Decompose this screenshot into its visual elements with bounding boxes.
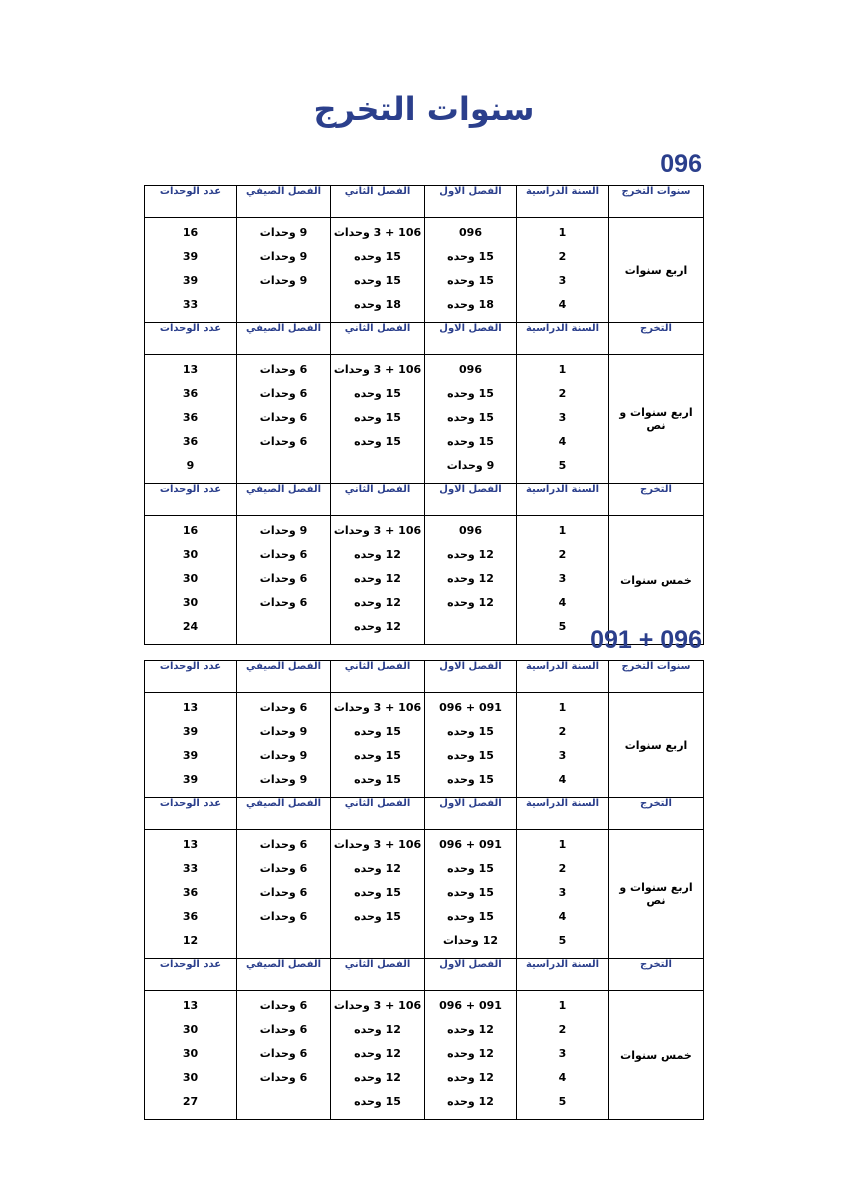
first-semester-column <box>425 355 517 484</box>
units-cell: 36 <box>182 387 199 400</box>
second-semester-cell: 12 وحده <box>354 1023 401 1036</box>
first-semester-cell: 15 وحده <box>447 435 494 448</box>
data-row <box>145 355 704 484</box>
second-semester-column <box>331 693 425 798</box>
header-summer-semester: الفصل الصيفي <box>237 323 331 355</box>
units-cell: 16 <box>182 226 199 239</box>
second-semester-cell: 12 وحده <box>354 862 401 875</box>
summer-semester-cell <box>237 615 330 639</box>
first-semester-cell: 15 وحده <box>447 749 494 762</box>
second-semester-cell: 106 + 3 وحدات <box>333 999 422 1012</box>
summer-semester-cell: 6 وحدات <box>259 548 308 561</box>
page-title: سنوات التخرج <box>313 90 535 128</box>
header-row <box>145 186 704 218</box>
first-semester-cell: 15 وحده <box>447 411 494 424</box>
second-semester-cell: 12 وحده <box>354 572 401 585</box>
units-cell: 36 <box>182 435 199 448</box>
first-semester-cell: 091 + 096 <box>439 701 502 714</box>
second-semester-cell <box>331 929 424 953</box>
units-cell: 13 <box>182 363 199 376</box>
units-cell: 13 <box>182 701 199 714</box>
duration-label <box>609 218 704 323</box>
first-semester-cell: 15 وحده <box>447 862 494 875</box>
duration-label <box>609 355 704 484</box>
first-semester-cell: 12 وحدات <box>442 934 499 947</box>
first-semester-cell: 12 وحده <box>447 1071 494 1084</box>
units-column <box>145 693 237 798</box>
units-column <box>145 218 237 323</box>
header-graduation: التخرج <box>609 484 704 516</box>
second-semester-cell: 15 وحده <box>354 910 401 923</box>
header-second-semester: الفصل الثاني <box>331 186 425 218</box>
first-semester-cell: 096 <box>459 226 482 239</box>
study-year-cell: 1 <box>558 226 567 239</box>
study-year-cell: 2 <box>558 387 567 400</box>
summer-semester-cell: 6 وحدات <box>259 387 308 400</box>
second-semester-column <box>331 355 425 484</box>
first-semester-cell: 12 وحده <box>447 1023 494 1036</box>
second-semester-cell: 15 وحده <box>354 387 401 400</box>
header-units: عدد الوحدات <box>145 661 237 693</box>
header-study-year: السنة الدراسية <box>517 959 609 991</box>
study-year-cell: 1 <box>558 838 567 851</box>
study-year-cell: 1 <box>558 524 567 537</box>
header-row <box>145 484 704 516</box>
summer-semester-cell <box>237 929 330 953</box>
summer-semester-cell: 6 وحدات <box>259 1071 308 1084</box>
second-semester-cell: 12 وحده <box>354 1047 401 1060</box>
study-year-cell: 5 <box>558 459 567 472</box>
header-first-semester: الفصل الاول <box>425 798 517 830</box>
second-semester-cell: 15 وحده <box>354 250 401 263</box>
first-semester-column <box>425 218 517 323</box>
study-year-cell: 3 <box>558 572 567 585</box>
header-study-year: السنة الدراسية <box>517 661 609 693</box>
summer-semester-cell: 6 وحدات <box>259 572 308 585</box>
summer-semester-cell: 6 وحدات <box>259 411 308 424</box>
units-cell: 39 <box>182 725 199 738</box>
data-row <box>145 830 704 959</box>
units-column <box>145 830 237 959</box>
plan-table-096 <box>144 185 704 645</box>
units-cell: 30 <box>182 1047 199 1060</box>
plan-block <box>145 959 704 1120</box>
study-year-cell: 5 <box>558 934 567 947</box>
header-graduation: سنوات التخرج <box>609 661 704 693</box>
units-cell: 36 <box>182 886 199 899</box>
summer-semester-cell: 9 وحدات <box>259 749 308 762</box>
header-row <box>145 959 704 991</box>
study-year-cell: 4 <box>558 596 567 609</box>
study-year-column <box>517 991 609 1120</box>
summer-semester-cell: 9 وحدات <box>259 226 308 239</box>
study-year-cell: 4 <box>558 1071 567 1084</box>
units-cell: 33 <box>182 862 199 875</box>
section-heading-091-096: 091 + 096 <box>590 626 702 654</box>
header-second-semester: الفصل الثاني <box>331 798 425 830</box>
summer-semester-cell: 6 وحدات <box>259 363 308 376</box>
study-year-cell: 1 <box>558 363 567 376</box>
first-semester-cell: 12 وحده <box>447 1047 494 1060</box>
first-semester-cell: 15 وحده <box>447 910 494 923</box>
first-semester-cell: 15 وحده <box>447 274 494 287</box>
units-cell: 30 <box>182 572 199 585</box>
duration-label-text: اربع سنوات و نص <box>619 406 693 432</box>
summer-semester-cell <box>237 293 330 317</box>
duration-label-text: اربع سنوات و نص <box>619 881 693 907</box>
summer-semester-cell: 9 وحدات <box>259 773 308 786</box>
first-semester-column <box>425 516 517 645</box>
summer-semester-cell: 6 وحدات <box>259 701 308 714</box>
study-year-cell: 3 <box>558 749 567 762</box>
study-year-column <box>517 693 609 798</box>
duration-label <box>609 693 704 798</box>
data-row <box>145 991 704 1120</box>
second-semester-column <box>331 218 425 323</box>
units-cell: 39 <box>182 749 199 762</box>
first-semester-cell: 12 وحده <box>447 572 494 585</box>
first-semester-column <box>425 693 517 798</box>
second-semester-cell: 15 وحده <box>354 274 401 287</box>
first-semester-cell: 12 وحده <box>447 548 494 561</box>
header-summer-semester: الفصل الصيفي <box>237 959 331 991</box>
summer-semester-cell <box>237 454 330 478</box>
units-cell: 30 <box>182 1071 199 1084</box>
summer-semester-cell: 6 وحدات <box>259 435 308 448</box>
header-units: عدد الوحدات <box>145 798 237 830</box>
second-semester-cell: 12 وحده <box>354 596 401 609</box>
study-year-cell: 2 <box>558 548 567 561</box>
header-first-semester: الفصل الاول <box>425 323 517 355</box>
summer-semester-column <box>237 991 331 1120</box>
header-second-semester: الفصل الثاني <box>331 661 425 693</box>
data-row <box>145 218 704 323</box>
units-cell: 39 <box>182 274 199 287</box>
study-year-cell: 5 <box>558 620 567 633</box>
summer-semester-cell: 9 وحدات <box>259 725 308 738</box>
data-row <box>145 693 704 798</box>
duration-label-text: اربع سنوات <box>624 263 688 277</box>
summer-semester-cell: 6 وحدات <box>259 596 308 609</box>
summer-semester-cell: 6 وحدات <box>259 1047 308 1060</box>
study-year-cell: 4 <box>558 910 567 923</box>
header-study-year: السنة الدراسية <box>517 798 609 830</box>
summer-semester-cell: 6 وحدات <box>259 838 308 851</box>
first-semester-column <box>425 991 517 1120</box>
header-first-semester: الفصل الاول <box>425 484 517 516</box>
units-cell: 13 <box>182 999 199 1012</box>
second-semester-cell: 15 وحده <box>354 435 401 448</box>
first-semester-cell: 18 وحده <box>447 298 494 311</box>
header-first-semester: الفصل الاول <box>425 186 517 218</box>
study-year-cell: 1 <box>558 999 567 1012</box>
first-semester-cell: 15 وحده <box>447 773 494 786</box>
study-year-cell: 2 <box>558 862 567 875</box>
header-row <box>145 323 704 355</box>
second-semester-cell: 106 + 3 وحدات <box>333 838 422 851</box>
duration-label-text: اربع سنوات <box>624 738 688 752</box>
second-semester-column <box>331 516 425 645</box>
duration-label-text: خمس سنوات <box>620 1048 692 1062</box>
header-graduation: سنوات التخرج <box>609 186 704 218</box>
second-semester-cell: 12 وحده <box>354 548 401 561</box>
units-cell: 9 <box>186 459 195 472</box>
summer-semester-column <box>237 693 331 798</box>
study-year-cell: 2 <box>558 1023 567 1036</box>
summer-semester-column <box>237 830 331 959</box>
summer-semester-cell: 6 وحدات <box>259 862 308 875</box>
second-semester-cell: 106 + 3 وحدات <box>333 363 422 376</box>
units-cell: 30 <box>182 596 199 609</box>
units-cell: 36 <box>182 411 199 424</box>
first-semester-cell: 12 وحده <box>447 596 494 609</box>
plan-block <box>145 323 704 484</box>
units-column <box>145 516 237 645</box>
second-semester-cell: 15 وحده <box>354 725 401 738</box>
header-second-semester: الفصل الثاني <box>331 959 425 991</box>
study-year-cell: 1 <box>558 701 567 714</box>
header-units: عدد الوحدات <box>145 186 237 218</box>
study-year-cell: 4 <box>558 773 567 786</box>
first-semester-cell: 091 + 096 <box>439 999 502 1012</box>
second-semester-cell: 15 وحده <box>354 773 401 786</box>
units-cell: 24 <box>182 620 199 633</box>
header-second-semester: الفصل الثاني <box>331 484 425 516</box>
summer-semester-cell: 9 وحدات <box>259 524 308 537</box>
second-semester-cell: 106 + 3 وحدات <box>333 226 422 239</box>
first-semester-cell: 096 <box>459 363 482 376</box>
first-semester-cell <box>425 615 516 639</box>
units-cell: 16 <box>182 524 199 537</box>
duration-label-text: خمس سنوات <box>620 573 692 587</box>
second-semester-column <box>331 991 425 1120</box>
summer-semester-cell: 6 وحدات <box>259 999 308 1012</box>
units-cell: 30 <box>182 548 199 561</box>
first-semester-cell: 12 وحده <box>447 1095 494 1108</box>
units-cell: 30 <box>182 1023 199 1036</box>
units-cell: 39 <box>182 773 199 786</box>
header-units: عدد الوحدات <box>145 959 237 991</box>
study-year-cell: 4 <box>558 298 567 311</box>
second-semester-column <box>331 830 425 959</box>
units-column <box>145 991 237 1120</box>
study-year-column <box>517 218 609 323</box>
study-year-column <box>517 355 609 484</box>
units-cell: 33 <box>182 298 199 311</box>
study-year-cell: 5 <box>558 1095 567 1108</box>
first-semester-cell: 091 + 096 <box>439 838 502 851</box>
header-units: عدد الوحدات <box>145 323 237 355</box>
second-semester-cell: 15 وحده <box>354 749 401 762</box>
first-semester-column <box>425 830 517 959</box>
header-summer-semester: الفصل الصيفي <box>237 484 331 516</box>
units-cell: 27 <box>182 1095 199 1108</box>
summer-semester-cell <box>237 1090 330 1114</box>
header-graduation: التخرج <box>609 323 704 355</box>
header-row <box>145 798 704 830</box>
study-year-cell: 3 <box>558 411 567 424</box>
second-semester-cell: 106 + 3 وحدات <box>333 524 422 537</box>
plan-block <box>145 798 704 959</box>
units-cell: 12 <box>182 934 199 947</box>
header-study-year: السنة الدراسية <box>517 484 609 516</box>
header-summer-semester: الفصل الصيفي <box>237 798 331 830</box>
header-units: عدد الوحدات <box>145 484 237 516</box>
second-semester-cell: 18 وحده <box>354 298 401 311</box>
second-semester-cell: 15 وحده <box>354 411 401 424</box>
study-year-cell: 3 <box>558 1047 567 1060</box>
first-semester-cell: 9 وحدات <box>446 459 495 472</box>
units-column <box>145 355 237 484</box>
second-semester-cell: 12 وحده <box>354 1071 401 1084</box>
summer-semester-column <box>237 218 331 323</box>
duration-label <box>609 991 704 1120</box>
first-semester-cell: 15 وحده <box>447 250 494 263</box>
second-semester-cell: 106 + 3 وحدات <box>333 701 422 714</box>
study-year-cell: 4 <box>558 435 567 448</box>
header-row <box>145 661 704 693</box>
section-heading-096: 096 <box>660 150 702 178</box>
summer-semester-cell: 6 وحدات <box>259 886 308 899</box>
first-semester-cell: 15 وحده <box>447 725 494 738</box>
units-cell: 36 <box>182 910 199 923</box>
study-year-column <box>517 830 609 959</box>
study-year-cell: 3 <box>558 274 567 287</box>
summer-semester-cell: 9 وحدات <box>259 274 308 287</box>
header-first-semester: الفصل الاول <box>425 661 517 693</box>
summer-semester-column <box>237 355 331 484</box>
summer-semester-cell: 9 وحدات <box>259 250 308 263</box>
second-semester-cell: 15 وحده <box>354 1095 401 1108</box>
second-semester-cell: 15 وحده <box>354 886 401 899</box>
duration-label <box>609 830 704 959</box>
header-first-semester: الفصل الاول <box>425 959 517 991</box>
header-graduation: التخرج <box>609 959 704 991</box>
first-semester-cell: 15 وحده <box>447 387 494 400</box>
header-graduation: التخرج <box>609 798 704 830</box>
study-year-cell: 2 <box>558 250 567 263</box>
first-semester-cell: 15 وحده <box>447 886 494 899</box>
plan-table-091-096 <box>144 660 704 1120</box>
summer-semester-cell: 6 وحدات <box>259 1023 308 1036</box>
summer-semester-cell: 6 وحدات <box>259 910 308 923</box>
header-study-year: السنة الدراسية <box>517 323 609 355</box>
plan-block <box>145 484 704 645</box>
first-semester-cell: 096 <box>459 524 482 537</box>
header-second-semester: الفصل الثاني <box>331 323 425 355</box>
header-study-year: السنة الدراسية <box>517 186 609 218</box>
units-cell: 39 <box>182 250 199 263</box>
study-year-cell: 3 <box>558 886 567 899</box>
second-semester-cell: 12 وحده <box>354 620 401 633</box>
second-semester-cell <box>331 454 424 478</box>
plan-block <box>145 186 704 323</box>
units-cell: 13 <box>182 838 199 851</box>
header-summer-semester: الفصل الصيفي <box>237 186 331 218</box>
summer-semester-column <box>237 516 331 645</box>
study-year-cell: 2 <box>558 725 567 738</box>
plan-block <box>145 661 704 798</box>
header-summer-semester: الفصل الصيفي <box>237 661 331 693</box>
